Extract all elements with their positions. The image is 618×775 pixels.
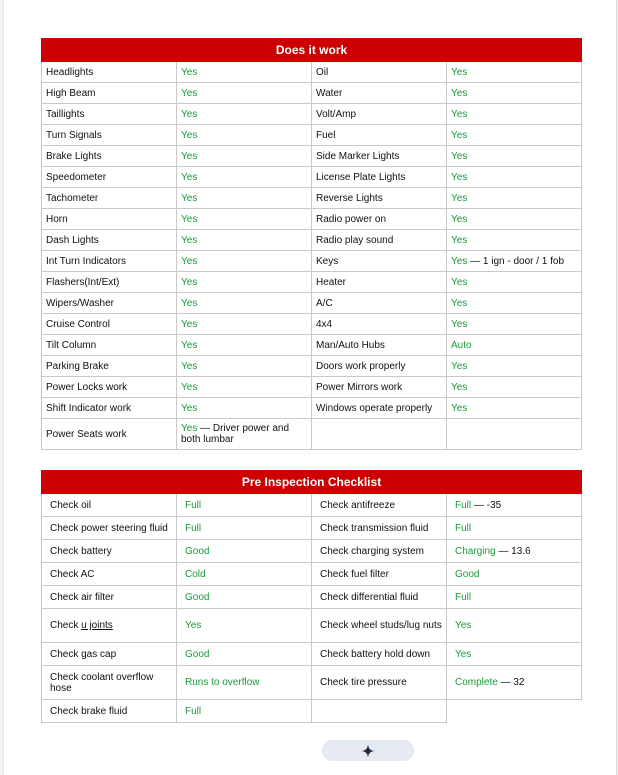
item-value bbox=[447, 335, 582, 356]
table-row bbox=[42, 314, 582, 335]
table-row bbox=[42, 335, 582, 356]
item-value-text: Auto bbox=[451, 339, 472, 351]
item-value bbox=[177, 125, 312, 146]
item-label bbox=[42, 377, 177, 398]
item-label bbox=[312, 563, 447, 586]
item-value bbox=[447, 666, 582, 700]
item-value-text: Good bbox=[185, 648, 210, 660]
item-value-text: Yes bbox=[181, 213, 198, 225]
item-label-text: Keys bbox=[316, 255, 339, 267]
item-value bbox=[177, 377, 312, 398]
item-label bbox=[42, 293, 177, 314]
item-value bbox=[447, 586, 582, 609]
empty-cell bbox=[312, 700, 447, 723]
item-label bbox=[42, 540, 177, 563]
item-value-text: Full bbox=[455, 522, 472, 534]
item-value-text: Yes bbox=[451, 381, 468, 393]
item-label bbox=[312, 586, 447, 609]
item-label-text: Heater bbox=[316, 276, 347, 288]
table-row bbox=[42, 146, 582, 167]
value-note: — 32 bbox=[497, 677, 525, 688]
item-label bbox=[42, 272, 177, 293]
item-label bbox=[42, 167, 177, 188]
item-label bbox=[312, 293, 447, 314]
item-value-text: Full bbox=[185, 499, 202, 511]
item-label bbox=[312, 666, 447, 700]
item-label-text: Turn Signals bbox=[46, 129, 102, 141]
item-value bbox=[177, 666, 312, 700]
item-label-text: Check AC bbox=[50, 568, 95, 580]
item-value bbox=[447, 125, 582, 146]
item-value-text: Yes bbox=[451, 234, 468, 246]
item-label bbox=[312, 251, 447, 272]
item-value-text: Yes bbox=[181, 192, 198, 204]
item-value-text: Yes bbox=[181, 171, 198, 183]
item-value-text: Good bbox=[455, 568, 480, 580]
item-label bbox=[42, 563, 177, 586]
item-label bbox=[42, 335, 177, 356]
item-value-text: Yes bbox=[181, 423, 198, 434]
item-label bbox=[312, 398, 447, 419]
item-label-text: Power Locks work bbox=[46, 381, 128, 393]
item-label bbox=[42, 356, 177, 377]
empty-cell bbox=[447, 419, 582, 450]
pre-inspection-table bbox=[41, 470, 582, 723]
table-row bbox=[42, 272, 582, 293]
table-row bbox=[42, 419, 582, 450]
item-value-text: Yes bbox=[451, 87, 468, 99]
item-label-text: Check wheel studs/lug nuts bbox=[320, 620, 442, 631]
item-label bbox=[312, 335, 447, 356]
item-value bbox=[177, 62, 312, 83]
item-label-text: Brake Lights bbox=[46, 150, 102, 162]
item-value bbox=[177, 251, 312, 272]
item-label bbox=[312, 272, 447, 293]
item-label-text: Int Turn Indicators bbox=[46, 255, 127, 267]
item-label bbox=[42, 83, 177, 104]
item-value bbox=[447, 62, 582, 83]
item-value-text: Yes bbox=[451, 276, 468, 288]
item-value bbox=[177, 563, 312, 586]
table-row bbox=[42, 643, 582, 666]
item-value bbox=[177, 230, 312, 251]
item-value bbox=[447, 188, 582, 209]
item-label-text: Check bbox=[50, 620, 82, 631]
item-label-text: Wipers/Washer bbox=[46, 297, 114, 309]
item-label-text: Water bbox=[316, 87, 343, 99]
item-value bbox=[177, 293, 312, 314]
item-value-text: Good bbox=[185, 545, 210, 557]
item-value bbox=[447, 230, 582, 251]
item-value bbox=[447, 167, 582, 188]
item-label bbox=[312, 104, 447, 125]
item-value bbox=[447, 517, 582, 540]
item-label-text: Doors work properly bbox=[316, 360, 406, 372]
item-label bbox=[312, 83, 447, 104]
item-value-text: Yes bbox=[451, 192, 468, 204]
item-value bbox=[177, 700, 312, 723]
does-it-work-table bbox=[41, 38, 582, 450]
item-value bbox=[177, 314, 312, 335]
item-value-text: Yes bbox=[181, 297, 198, 309]
item-value bbox=[177, 146, 312, 167]
item-label-text: Parking Brake bbox=[46, 360, 109, 372]
item-value-text: Yes bbox=[181, 318, 198, 330]
item-label bbox=[312, 643, 447, 666]
item-value-text: Yes bbox=[181, 66, 198, 78]
item-label-text: Power Seats work bbox=[46, 428, 127, 440]
item-label-text: Check battery bbox=[50, 545, 112, 557]
item-value bbox=[447, 209, 582, 230]
item-value-text: Yes bbox=[181, 108, 198, 120]
item-label bbox=[42, 104, 177, 125]
item-label-text: Taillights bbox=[46, 108, 85, 120]
item-value-text: Good bbox=[185, 591, 210, 603]
item-value-text: Yes bbox=[451, 108, 468, 120]
item-label-text: Volt/Amp bbox=[316, 108, 357, 120]
empty-cell bbox=[312, 419, 447, 450]
item-value-text: Yes bbox=[455, 620, 472, 631]
table-row bbox=[42, 494, 582, 517]
item-label bbox=[42, 314, 177, 335]
item-value-text: Yes bbox=[451, 318, 468, 330]
table-header: Pre Inspection Checklist bbox=[42, 471, 582, 494]
table-row bbox=[42, 586, 582, 609]
item-label bbox=[42, 609, 177, 643]
item-label-text: A/C bbox=[316, 297, 333, 309]
item-value bbox=[177, 272, 312, 293]
item-label-text: Windows operate properly bbox=[316, 402, 433, 414]
item-label bbox=[312, 230, 447, 251]
item-label-text: Check antifreeze bbox=[320, 499, 396, 511]
item-value bbox=[447, 377, 582, 398]
item-label-text: Check coolant overflow hose bbox=[50, 671, 154, 694]
item-label-underlined: u joints bbox=[81, 620, 113, 631]
item-label bbox=[42, 700, 177, 723]
item-label bbox=[42, 586, 177, 609]
value-note: — 1 ign - door / 1 fob bbox=[467, 255, 565, 267]
item-label bbox=[312, 314, 447, 335]
table-row bbox=[42, 62, 582, 83]
item-label bbox=[42, 125, 177, 146]
item-label bbox=[42, 209, 177, 230]
item-label bbox=[42, 517, 177, 540]
item-label bbox=[312, 62, 447, 83]
item-label-text: Man/Auto Hubs bbox=[316, 339, 385, 351]
document-page bbox=[3, 0, 617, 775]
item-value bbox=[447, 272, 582, 293]
item-value-text: Cold bbox=[185, 568, 206, 580]
item-label bbox=[312, 125, 447, 146]
item-label bbox=[42, 146, 177, 167]
item-value bbox=[177, 586, 312, 609]
item-label bbox=[42, 666, 177, 700]
item-value bbox=[447, 540, 582, 563]
item-label-text: Check transmission fluid bbox=[320, 522, 429, 534]
item-value-text: Yes bbox=[455, 648, 472, 660]
item-value-text: Yes bbox=[181, 381, 198, 393]
item-value bbox=[447, 643, 582, 666]
table-row bbox=[42, 188, 582, 209]
item-value-text: Yes bbox=[181, 129, 198, 141]
item-label bbox=[312, 209, 447, 230]
item-label bbox=[42, 643, 177, 666]
item-label bbox=[312, 146, 447, 167]
table-row bbox=[42, 356, 582, 377]
item-label-text: Radio play sound bbox=[316, 234, 394, 246]
item-value-text: Yes bbox=[451, 255, 468, 267]
item-value-text: Yes bbox=[181, 255, 198, 267]
item-value-text: Yes bbox=[181, 87, 198, 99]
item-value bbox=[177, 83, 312, 104]
item-label-text: Horn bbox=[46, 213, 68, 225]
table-row bbox=[42, 293, 582, 314]
item-value bbox=[177, 335, 312, 356]
item-label-text: 4x4 bbox=[316, 318, 333, 330]
item-value bbox=[177, 356, 312, 377]
item-label bbox=[312, 494, 447, 517]
item-value-text: Yes bbox=[185, 620, 202, 631]
item-label-text: Speedometer bbox=[46, 171, 107, 183]
item-label-text: Headlights bbox=[46, 66, 94, 78]
item-value-text: Charging bbox=[455, 545, 496, 557]
item-value-text: Yes bbox=[451, 213, 468, 225]
item-value-text: Yes bbox=[451, 297, 468, 309]
value-note: — -35 bbox=[471, 499, 502, 511]
item-label bbox=[42, 398, 177, 419]
item-label bbox=[312, 377, 447, 398]
item-label bbox=[42, 419, 177, 450]
item-value-text: Yes bbox=[451, 66, 468, 78]
item-value bbox=[447, 314, 582, 335]
item-value bbox=[177, 540, 312, 563]
item-label-text: License Plate Lights bbox=[316, 171, 406, 183]
item-value-text: Yes bbox=[451, 171, 468, 183]
item-label-text: Check tire pressure bbox=[320, 677, 407, 688]
table-row bbox=[42, 540, 582, 563]
table-row bbox=[42, 83, 582, 104]
table-row bbox=[42, 251, 582, 272]
item-label-text: Side Marker Lights bbox=[316, 150, 400, 162]
item-value-text: Yes bbox=[181, 360, 198, 372]
item-label-text: Oil bbox=[316, 66, 329, 78]
item-value-text: Complete bbox=[455, 677, 498, 688]
item-label-text: Power Mirrors work bbox=[316, 381, 403, 393]
item-value-text: Yes bbox=[451, 360, 468, 372]
item-value-text: Yes bbox=[451, 129, 468, 141]
item-value bbox=[177, 494, 312, 517]
item-value-text: Yes bbox=[181, 402, 198, 414]
item-label bbox=[312, 517, 447, 540]
item-value bbox=[447, 293, 582, 314]
table-row bbox=[42, 609, 582, 643]
sparkle-icon bbox=[361, 744, 375, 758]
item-label-text: Check gas cap bbox=[50, 648, 117, 660]
item-value bbox=[447, 609, 582, 643]
empty-cell bbox=[447, 700, 582, 723]
table-row bbox=[42, 563, 582, 586]
table-row bbox=[42, 517, 582, 540]
item-value-text: Full bbox=[185, 522, 202, 534]
table-header: Does it work bbox=[42, 39, 582, 62]
item-value bbox=[447, 398, 582, 419]
item-label-text: Check charging system bbox=[320, 545, 424, 557]
item-value bbox=[177, 188, 312, 209]
item-value-text: Full bbox=[185, 705, 202, 717]
value-note: — 13.6 bbox=[495, 545, 531, 557]
item-value-text: Full bbox=[455, 499, 472, 511]
item-label bbox=[312, 540, 447, 563]
item-label bbox=[312, 356, 447, 377]
item-value bbox=[447, 494, 582, 517]
table-row bbox=[42, 230, 582, 251]
item-value-text: Full bbox=[455, 591, 472, 603]
item-label-text: Check air filter bbox=[50, 591, 114, 603]
table-row bbox=[42, 398, 582, 419]
item-value-text: Yes bbox=[451, 150, 468, 162]
item-value bbox=[177, 167, 312, 188]
item-value bbox=[177, 104, 312, 125]
item-label-text: Tilt Column bbox=[46, 339, 97, 351]
item-label bbox=[42, 251, 177, 272]
table-row bbox=[42, 167, 582, 188]
item-value bbox=[447, 104, 582, 125]
item-label-text: Fuel bbox=[316, 129, 336, 141]
item-value bbox=[447, 356, 582, 377]
item-label-text: Check differential fluid bbox=[320, 591, 419, 603]
value-note: — Driver power and both lumbar bbox=[181, 423, 290, 445]
item-label-text: Check brake fluid bbox=[50, 705, 128, 717]
item-label-text: Radio power on bbox=[316, 213, 387, 225]
table-row bbox=[42, 666, 582, 700]
item-label-text: Reverse Lights bbox=[316, 192, 383, 204]
item-value-text: Runs to overflow bbox=[185, 677, 260, 688]
item-value bbox=[177, 209, 312, 230]
item-label-text: Check battery hold down bbox=[320, 648, 431, 660]
table-row bbox=[42, 209, 582, 230]
table-row bbox=[42, 125, 582, 146]
item-label-text: Dash Lights bbox=[46, 234, 99, 246]
item-label bbox=[312, 609, 447, 643]
table-row bbox=[42, 377, 582, 398]
item-label-text: Check power steering fluid bbox=[50, 522, 168, 534]
item-value-text: Yes bbox=[181, 234, 198, 246]
item-value bbox=[447, 251, 582, 272]
item-label-text: Flashers(Int/Ext) bbox=[46, 276, 120, 288]
table-row bbox=[42, 104, 582, 125]
item-label-text: Cruise Control bbox=[46, 318, 110, 330]
item-value bbox=[447, 563, 582, 586]
item-value-text: Yes bbox=[181, 339, 198, 351]
item-value bbox=[177, 643, 312, 666]
assistant-button[interactable] bbox=[322, 740, 414, 761]
item-value-text: Yes bbox=[451, 402, 468, 414]
item-value bbox=[177, 609, 312, 643]
item-label-text: Check oil bbox=[50, 499, 92, 511]
item-label-text: Tachometer bbox=[46, 192, 99, 204]
item-label bbox=[312, 188, 447, 209]
item-value bbox=[177, 398, 312, 419]
item-label bbox=[42, 62, 177, 83]
table-row bbox=[42, 700, 582, 723]
item-value bbox=[447, 83, 582, 104]
item-label bbox=[42, 494, 177, 517]
item-value-text: Yes bbox=[181, 150, 198, 162]
item-label bbox=[42, 230, 177, 251]
item-label-text: Shift Indicator work bbox=[46, 402, 132, 414]
item-label-text: Check fuel filter bbox=[320, 568, 389, 580]
item-value-text: Yes bbox=[181, 276, 198, 288]
item-label bbox=[312, 167, 447, 188]
item-label-text: High Beam bbox=[46, 87, 96, 99]
item-label bbox=[42, 188, 177, 209]
item-value bbox=[447, 146, 582, 167]
item-value bbox=[177, 517, 312, 540]
item-value bbox=[177, 419, 312, 450]
